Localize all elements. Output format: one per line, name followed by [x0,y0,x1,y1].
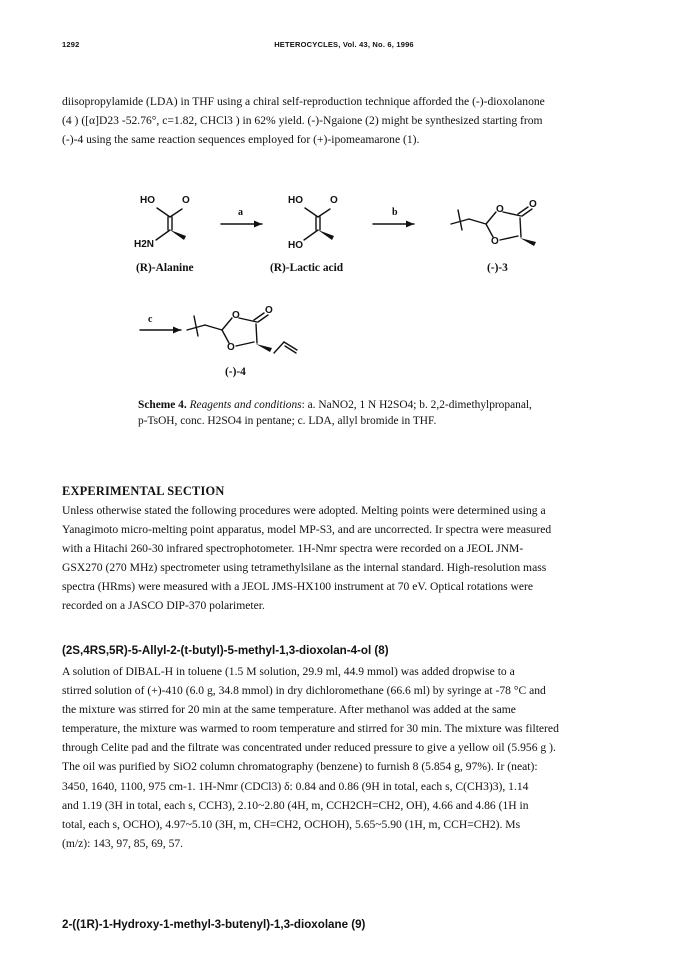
text-line: the mixture was stirred for 20 min at the same temperature. After methanol was added at the same [62,703,516,717]
text-line: stirred solution of (+)-410 (6.0 g, 34.8 mmol) in dry dichloromethane (66.6 ml) by syringe at -78 °C and [62,684,546,698]
text-line: recorded on a JASCO DIP-370 polarimeter. [62,599,265,613]
alanine-label: (R)-Alanine [136,262,194,274]
atom-label-o: O [265,305,273,316]
compound-4-label: (-)-4 [225,366,246,378]
atom-label-o: O [496,204,504,215]
text-line: Yanagimoto micro-melting point apparatus, model MP-S3, and are uncorrected. Ir spectra were measured [62,523,552,537]
text-line: (4 ) ([α]D23 -52.76°, c=1.82, CHCl3 ) in 62% yield. (-)-Ngaione (2) might be synthesized starting from [62,114,543,128]
caption-label: Scheme 4. [138,399,187,411]
atom-label-o: O [232,310,240,321]
compound-9-title: 2-((1R)-1-Hydroxy-1-methyl-3-butenyl)-1,3-dioxolane (9) [62,918,366,931]
text-line: with a Hitachi 260-30 infrared spectrophotometer. 1H-Nmr spectra were recorded on a JEOL JNM- [62,542,524,556]
atom-label-o: O [182,195,190,206]
compound-3-label: (-)-3 [487,262,508,274]
text-line: temperature, the mixture was warmed to room temperature and stirred for 30 min. The mixture was filtered [62,722,559,736]
scheme-structures [0,182,688,397]
caption-line-1: : a. NaNO2, 1 N H2SO4; b. 2,2-dimethylpropanal, [301,399,532,411]
step-b-label: b [392,207,398,218]
atom-label-ho: HO [288,240,303,251]
running-header: HETEROCYCLES, Vol. 43, No. 6, 1996 [274,40,414,49]
text-line: diisopropylamide (LDA) in THF using a chiral self-reproduction technique afforded the (-)-dioxolanone [62,95,545,108]
text-line: and 1.19 (3H in total, each s, CCH3), 2.10~2.80 (4H, m, CCH2CH=CH2, OH), 4.66 and 4.86 (1H in [62,798,529,812]
section-title: EXPERIMENTAL SECTION [62,484,225,498]
page-number: 1292 [62,40,80,49]
step-c-label: c [148,314,153,325]
text-line: 3450, 1640, 1100, 975 cm-1. 1H-Nmr (CDCl3) δ: 0.84 and 0.86 (9H in total, each s, C(CH3)3), 1.14 [62,779,529,793]
experimental-paragraph [62,501,644,616]
text-line: The oil was purified by SiO2 column chromatography (benzene) to furnish 8 (5.854 g, 97%). Ir (neat): [62,760,538,774]
text-line: Unless otherwise stated the following procedures were adopted. Melting points were determined using a [62,504,546,517]
text-line: (-)-4 using the same reaction sequences employed for (+)-ipomeamarone (1). [62,133,420,147]
atom-label-ho: HO [140,195,155,206]
scheme-caption [138,397,578,429]
text-line: GSX270 (270 MHz) spectrometer using tetramethylsilane as the internal standard. High-resolution mass [62,561,547,575]
caption-line-2: p-TsOH, conc. H2SO4 in pentane; c. LDA, allyl bromide in THF. [138,415,437,427]
atom-label-o: O [529,199,537,210]
compound-8-title: (2S,4RS,5R)-5-Allyl-2-(t-butyl)-5-methyl-1,3-dioxolan-4-ol (8) [62,644,389,657]
atom-label-o: O [227,342,235,353]
caption-italic: Reagents and conditions [189,399,302,411]
lactic-acid-label: (R)-Lactic acid [270,262,344,274]
atom-label-h2n: H2N [134,239,155,250]
text-line: total, each s, OCHO), 4.97~5.10 (3H, m, CH=CH2, OCHOH), 5.65~5.90 (1H, m, CCH=CH2). Ms [62,817,521,831]
text-line: A solution of DIBAL-H in toluene (1.5 M solution, 29.9 ml, 44.9 mmol) was added dropwise to a [62,665,515,678]
atom-label-ho: HO [288,195,303,206]
text-line: (m/z): 143, 97, 85, 69, 57. [62,836,184,850]
text-line: spectra (HRms) were measured with a JEOL JMS-HX100 instrument at 70 eV. Optical rotations were [62,580,534,594]
text-line: through Celite pad and the filtrate was concentrated under reduced pressure to give a yellow oil (5.956 g ). [62,741,556,755]
compound-8-paragraph [62,662,644,853]
step-a-label: a [238,207,243,218]
atom-label-o: O [491,236,499,247]
atom-label-o: O [330,195,338,206]
intro-paragraph [62,92,644,149]
